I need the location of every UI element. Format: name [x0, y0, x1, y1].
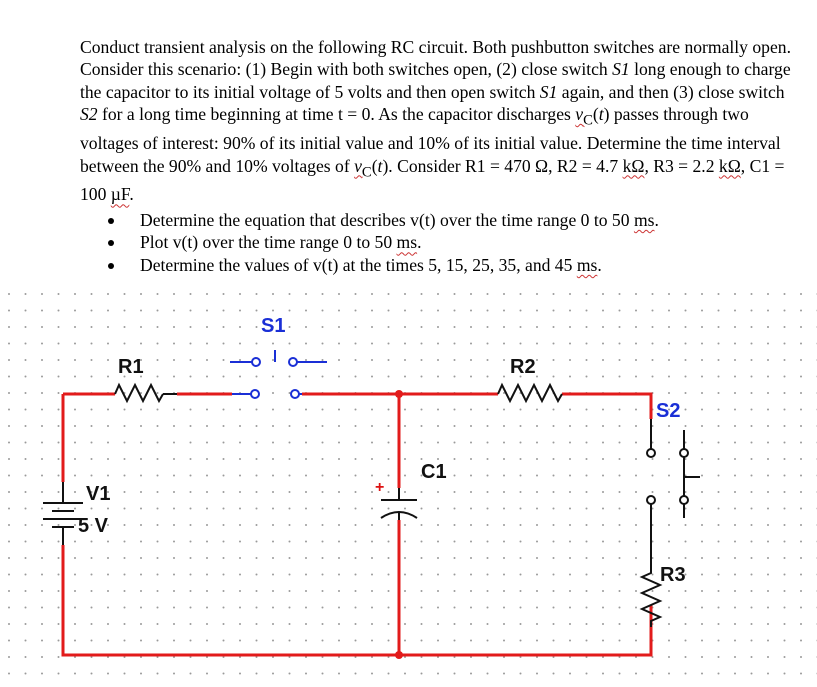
- t-var: t: [377, 155, 383, 176]
- s1-label: S1: [261, 315, 286, 337]
- task-text: .: [654, 209, 659, 230]
- text-run: for a long time beginning at time t = 0. As the capacitor discharges: [97, 104, 576, 125]
- r2-label: R2: [510, 356, 536, 378]
- task-list: [80, 209, 792, 277]
- r1-label: R1: [118, 356, 144, 378]
- s2-contact-bottom: [647, 496, 655, 504]
- vc-symbol: [354, 155, 372, 181]
- unit: ms: [396, 232, 418, 253]
- junction-node-top: [395, 390, 403, 398]
- task-text: Determine the values of v(t) at the times 5, 15, 25, 35, and 45: [140, 255, 577, 276]
- unit: kΩ: [622, 155, 645, 176]
- s2-contact-top: [647, 449, 655, 457]
- s1-actuator-dot: [289, 358, 297, 366]
- text-run: , R3 = 2.2: [644, 155, 719, 176]
- task-text: .: [417, 232, 422, 253]
- vc-sub: C: [583, 112, 593, 129]
- switch-ref: S2: [80, 104, 98, 125]
- vc-v: v: [354, 155, 362, 176]
- task-text: Plot v(t) over the time range 0 to 50: [140, 232, 397, 253]
- v1-label: V1: [86, 483, 111, 505]
- unit: µF: [110, 184, 130, 205]
- text-run: Conduct transient analysis on the following RC circuit. Both pushbutton switches are normally open. Consider this scenario: (1) Begin with both switches open, (2) close switch: [80, 37, 791, 80]
- s1-actuator-dot: [252, 358, 260, 366]
- text-run: again, and then (3) close switch: [557, 81, 785, 102]
- vc-symbol: [575, 104, 593, 129]
- t-var: t: [598, 104, 604, 125]
- unit: kΩ: [718, 155, 741, 176]
- task-item: [80, 254, 792, 277]
- v1-value-label: 5 V: [78, 515, 109, 537]
- junction-node-bottom: [395, 651, 403, 659]
- c1-polarity-mark: +: [375, 479, 385, 496]
- circuit-schematic: [0, 287, 817, 687]
- s1-contact-right: [291, 390, 299, 398]
- switch-ref: S1: [539, 81, 558, 102]
- text-run: (: [592, 104, 599, 125]
- s2-actuator-dot: [680, 449, 688, 457]
- s1-contact-left: [251, 390, 259, 398]
- text-run: ). Consider R1 = 470 Ω, R2 = 4.7: [382, 155, 623, 176]
- s2-actuator-dot: [680, 496, 688, 504]
- text-run: , C1 = 100: [80, 155, 785, 205]
- text-run: .: [129, 184, 134, 205]
- problem-statement: [80, 36, 792, 277]
- text-run: long enough to charge the capacitor to its initial voltage of 5 volts and then open switch: [80, 59, 791, 102]
- grid-background: [0, 287, 817, 687]
- s2-label: S2: [656, 400, 681, 422]
- switch-ref: S1: [612, 59, 630, 80]
- task-text: .: [597, 255, 602, 276]
- vc-v: v: [575, 104, 584, 125]
- task-item: [80, 231, 792, 254]
- task-item: [80, 209, 792, 232]
- task-text: Determine the equation that describes v(t) over the time range 0 to 50: [140, 209, 634, 230]
- unit: ms: [633, 209, 655, 230]
- r3-label: R3: [660, 564, 686, 586]
- problem-paragraph: [80, 36, 792, 206]
- c1-label: C1: [421, 461, 447, 483]
- text-run: (: [371, 155, 378, 176]
- text-run: ) passes through two voltages of interest: 90% of its initial value and 10% of its initial value. Determine the time interval between the 90% and 10% voltages of: [80, 104, 781, 176]
- vc-sub: C: [361, 164, 372, 181]
- unit: ms: [576, 255, 598, 276]
